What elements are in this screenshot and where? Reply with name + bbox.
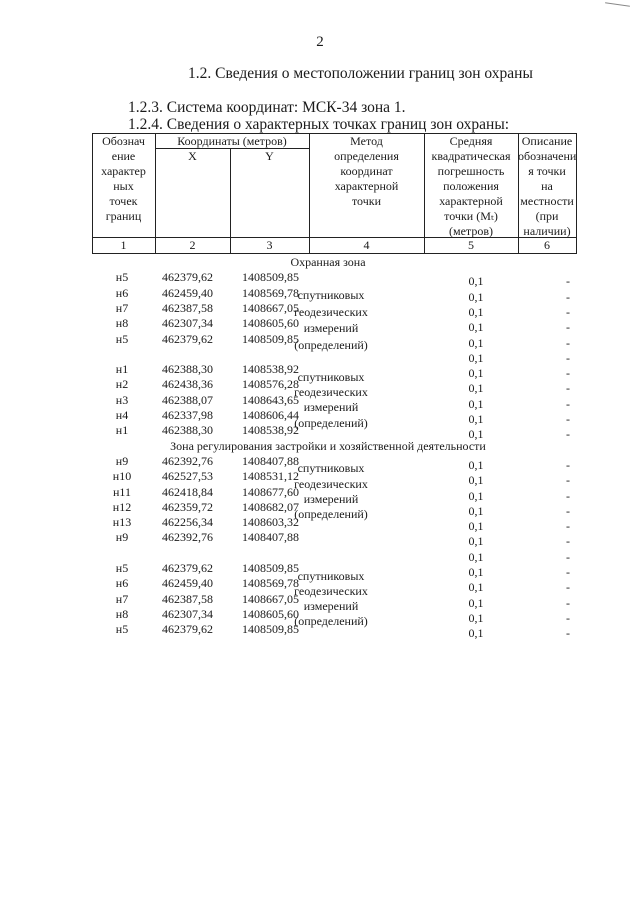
accuracy-value: 0,1 xyxy=(468,412,484,426)
coordinate-y: 1408682,07 xyxy=(242,499,299,514)
point-designation: н9 xyxy=(115,453,129,468)
point-designation: н7 xyxy=(115,591,129,606)
coordinate-system-heading: 1.2.3. Система координат: МСК-34 зона 1. xyxy=(128,99,406,116)
coordinate-x: 462392,76 xyxy=(162,530,213,545)
method-line: спутниковых xyxy=(297,461,365,476)
method-line: (определений) xyxy=(294,614,368,629)
description-value: - xyxy=(566,457,570,472)
coordinate-x: 462256,34 xyxy=(162,515,213,530)
header-line: (при xyxy=(535,209,559,223)
table-row xyxy=(92,270,576,289)
description-value: - xyxy=(566,304,570,319)
method-line: геодезических xyxy=(294,384,368,399)
coordinate-y: 1408569,78 xyxy=(242,576,299,591)
header-line: координат xyxy=(340,164,393,178)
page-number: 2 xyxy=(316,34,324,50)
header-description xyxy=(518,134,576,239)
header-line: погрешность xyxy=(437,164,505,178)
coordinate-x: 462379,62 xyxy=(162,561,213,575)
accuracy-value: 0,1 xyxy=(468,595,484,610)
point-designation: н7 xyxy=(115,300,129,315)
coordinate-x: 462459,40 xyxy=(162,576,213,591)
coordinate-x: 462387,58 xyxy=(162,300,213,315)
header-line: точки xyxy=(351,194,382,208)
description-value: - xyxy=(566,335,570,350)
accuracy-value: 0,1 xyxy=(468,396,484,411)
coordinate-y: 1408605,60 xyxy=(242,316,299,331)
header-accuracy xyxy=(424,134,518,239)
boundary-points-heading: 1.2.4. Сведения о характерных точках границ зон охраны: xyxy=(128,116,510,133)
method-line: спутниковых xyxy=(297,288,365,303)
header-line: ных xyxy=(113,179,134,193)
point-designation: н6 xyxy=(115,285,129,300)
method-cell xyxy=(250,461,412,522)
header-x: X xyxy=(188,149,197,163)
point-designation: н5 xyxy=(115,622,129,637)
coordinate-x: 462307,34 xyxy=(162,606,213,621)
description-value: - xyxy=(566,427,570,442)
point-designation: н4 xyxy=(115,408,129,422)
point-designation: н5 xyxy=(115,561,129,575)
coordinate-y: 1408677,60 xyxy=(242,484,299,499)
description-value: - xyxy=(566,549,570,564)
coordinate-x: 462379,62 xyxy=(162,270,213,285)
header-line: я точки xyxy=(528,164,566,178)
method-line: геодезических xyxy=(294,304,368,319)
description-value: - xyxy=(566,580,570,595)
description-value: - xyxy=(566,610,570,625)
header-line: Метод xyxy=(350,134,383,148)
point-designation: н1 xyxy=(115,423,129,438)
point-designation: н13 xyxy=(112,515,132,530)
accuracy-value: 0,1 xyxy=(468,549,484,564)
accuracy-value: 0,1 xyxy=(468,610,484,625)
accuracy-value: 0,1 xyxy=(468,565,484,579)
method-line: измерений xyxy=(303,599,359,614)
coordinate-y: 1408667,05 xyxy=(242,300,299,315)
description-value: - xyxy=(566,396,570,411)
method-line: измерений xyxy=(303,400,359,415)
point-designation: н8 xyxy=(115,316,129,331)
header-method xyxy=(309,134,424,209)
accuracy-value: 0,1 xyxy=(468,427,484,442)
header-line: Обознач xyxy=(102,134,145,148)
description-value: - xyxy=(566,473,570,488)
header-coordinates: Координаты (метров) xyxy=(177,134,287,148)
table-row xyxy=(92,530,576,549)
point-designation: н8 xyxy=(115,606,129,621)
description-value: - xyxy=(566,519,570,534)
coordinate-x: 462379,62 xyxy=(162,331,213,346)
point-designation: н6 xyxy=(115,576,129,591)
description-value: - xyxy=(566,381,570,396)
method-line: геодезических xyxy=(294,476,368,491)
method-cell xyxy=(250,370,412,431)
coordinate-x: 462459,40 xyxy=(162,285,213,300)
method-line: измерений xyxy=(303,492,359,507)
header-line: (метров) xyxy=(449,224,493,238)
coordinate-y: 1408606,44 xyxy=(242,408,299,422)
coordinate-y: 1408603,32 xyxy=(242,515,299,530)
coordinate-x: 462527,53 xyxy=(162,469,213,484)
header-line: ение xyxy=(111,149,136,163)
description-value: - xyxy=(566,503,570,518)
description-value: - xyxy=(566,488,570,503)
point-designation: н5 xyxy=(115,331,129,346)
accuracy-value: 0,1 xyxy=(468,534,484,549)
header-line: определения xyxy=(334,149,399,163)
description-value: - xyxy=(566,366,570,381)
point-designation: н5 xyxy=(115,270,129,285)
coordinate-x: 462438,36 xyxy=(162,377,213,392)
scan-mark xyxy=(605,2,630,6)
point-designation: н12 xyxy=(112,499,132,514)
column-number-4: 4 xyxy=(363,238,370,252)
header-designation xyxy=(92,134,155,224)
accuracy-value: 0,1 xyxy=(468,381,484,396)
description-value: - xyxy=(566,274,570,289)
accuracy-value: 0,1 xyxy=(468,473,484,488)
col-rule-6 xyxy=(576,133,577,253)
coordinate-y: 1408509,85 xyxy=(242,270,299,285)
header-line: характер xyxy=(101,164,146,178)
coordinate-y: 1408407,88 xyxy=(242,453,299,468)
column-number-2: 2 xyxy=(189,238,196,252)
header-line: на xyxy=(541,179,553,193)
accuracy-value: 0,1 xyxy=(468,457,484,472)
accuracy-value: 0,1 xyxy=(468,488,484,503)
coordinate-x: 462307,34 xyxy=(162,316,213,331)
header-line: характерной xyxy=(334,179,399,193)
header-line: границ xyxy=(105,209,142,223)
accuracy-value: 0,1 xyxy=(468,350,484,365)
header-line: Описание xyxy=(521,134,573,148)
point-designation: н9 xyxy=(115,530,129,545)
coordinate-x: 462359,72 xyxy=(162,499,213,514)
coordinate-y: 1408605,60 xyxy=(242,606,299,621)
coordinate-y: 1408509,85 xyxy=(242,622,299,637)
header-line: точки (Mₜ) xyxy=(444,209,498,223)
coordinate-y: 1408569,78 xyxy=(242,285,299,300)
method-line: измерений xyxy=(303,321,359,336)
method-line: (определений) xyxy=(294,415,368,430)
description-value: - xyxy=(566,350,570,365)
coordinate-x: 462418,84 xyxy=(162,484,213,499)
coordinate-x: 462392,76 xyxy=(162,453,213,468)
coordinate-x: 462387,58 xyxy=(162,591,213,606)
method-line: спутниковых xyxy=(297,369,365,384)
method-line: геодезических xyxy=(294,583,368,598)
column-numbers-rule xyxy=(92,253,577,254)
description-value: - xyxy=(566,626,570,641)
method-line: (определений) xyxy=(294,337,368,352)
description-value: - xyxy=(566,534,570,549)
header-line: местности xyxy=(520,194,574,208)
header-y: Y xyxy=(265,149,274,163)
column-number-1: 1 xyxy=(120,238,127,252)
point-designation: н10 xyxy=(112,469,132,484)
header-line: обозначени xyxy=(518,149,577,163)
coordinate-y: 1408538,92 xyxy=(242,362,299,377)
method-cell xyxy=(250,287,412,353)
point-designation: н11 xyxy=(113,484,131,499)
coordinate-x: 462388,07 xyxy=(162,392,213,407)
description-value: - xyxy=(566,595,570,610)
section-title: Зона регулирования застройки и хозяйственной деятельности xyxy=(170,438,486,453)
coordinate-y: 1408667,05 xyxy=(242,591,299,606)
method-line: (определений) xyxy=(294,507,368,522)
accuracy-value: 0,1 xyxy=(468,289,484,304)
point-designation: н2 xyxy=(115,377,129,392)
accuracy-value: 0,1 xyxy=(468,335,484,350)
column-number-6: 6 xyxy=(544,238,550,252)
coordinate-y: 1408643,65 xyxy=(242,392,299,407)
header-line: наличии) xyxy=(523,224,571,238)
header-line: точек xyxy=(109,194,138,208)
accuracy-value: 0,1 xyxy=(468,580,484,595)
description-value: - xyxy=(566,565,570,579)
method-line: спутниковых xyxy=(297,568,365,583)
header-line: положения xyxy=(443,179,499,193)
section-heading-1-2: 1.2. Сведения о местоположении границ зон охраны xyxy=(188,65,533,82)
column-number-3: 3 xyxy=(266,238,273,252)
point-designation: н1 xyxy=(115,362,129,377)
description-value: - xyxy=(566,320,570,335)
coordinate-y: 1408538,92 xyxy=(242,423,299,438)
accuracy-value: 0,1 xyxy=(468,626,484,641)
accuracy-value: 0,1 xyxy=(468,274,484,289)
point-designation: н3 xyxy=(115,392,129,407)
coordinate-y: 1408509,85 xyxy=(242,331,299,346)
coordinate-y: 1408407,88 xyxy=(242,530,299,545)
coordinate-y: 1408509,85 xyxy=(242,561,299,575)
accuracy-value: 0,1 xyxy=(468,366,484,381)
section-title: Охранная зона xyxy=(290,255,366,269)
accuracy-value: 0,1 xyxy=(468,320,484,335)
coordinate-x: 462337,98 xyxy=(162,408,213,422)
coordinate-y: 1408531,12 xyxy=(242,469,299,484)
coordinate-x: 462388,30 xyxy=(162,362,213,377)
column-number-5: 5 xyxy=(468,238,474,252)
coordinate-y: 1408576,28 xyxy=(242,377,299,392)
accuracy-value: 0,1 xyxy=(468,519,484,534)
header-line: квадратическая xyxy=(431,149,511,163)
accuracy-value: 0,1 xyxy=(468,503,484,518)
description-value: - xyxy=(566,289,570,304)
header-line: Средняя xyxy=(449,134,493,148)
header-line: характерной xyxy=(439,194,503,208)
coordinate-x: 462379,62 xyxy=(162,622,213,637)
method-cell xyxy=(250,569,412,630)
coordinate-x: 462388,30 xyxy=(162,423,213,438)
description-value: - xyxy=(566,412,570,426)
accuracy-value: 0,1 xyxy=(468,304,484,319)
table-row xyxy=(92,546,576,564)
